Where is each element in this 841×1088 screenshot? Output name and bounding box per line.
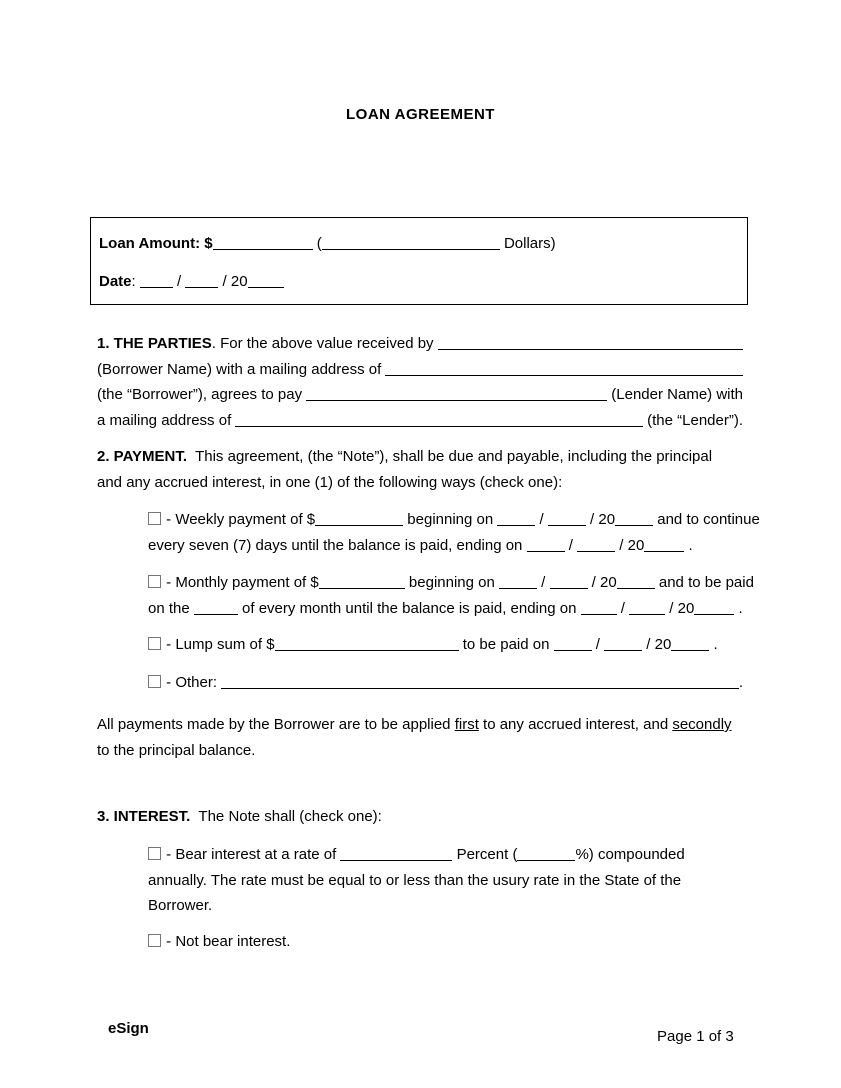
fill-in-blank[interactable] <box>221 688 739 689</box>
text-run: . <box>738 674 743 691</box>
payments-applied-paragraph <box>97 712 743 763</box>
text-run: a mailing address of <box>97 411 236 429</box>
text-line <box>108 1016 149 1042</box>
fill-in-blank[interactable] <box>497 525 535 526</box>
checkbox[interactable] <box>148 575 161 588</box>
text-run: secondly <box>672 716 732 733</box>
text-run: - Other: <box>162 674 222 691</box>
text-line <box>99 269 739 295</box>
text-run: / 20 <box>642 636 672 653</box>
loan-amount-box <box>90 217 748 305</box>
text-run: eSign <box>108 1020 149 1037</box>
text-run: (Borrower Name) with a mailing address of <box>97 360 386 378</box>
fill-in-blank[interactable] <box>550 588 588 589</box>
payment-option-weekly <box>148 507 760 558</box>
text-line <box>148 868 743 894</box>
text-run: first <box>454 716 479 733</box>
interest-option-not-bear <box>148 929 743 955</box>
fill-in-blank[interactable] <box>322 249 500 250</box>
text-run: beginning on <box>403 511 498 528</box>
text-run: / 20 <box>665 599 695 617</box>
fill-in-blank[interactable] <box>517 860 575 861</box>
document-title <box>0 97 841 133</box>
text-run: All payments made by the Borrower are to be applied <box>97 716 455 733</box>
text-run: LOAN AGREEMENT <box>346 106 495 123</box>
fill-in-blank[interactable] <box>577 551 615 552</box>
text-run: This agreement, (the “Note”), shall be due and payable, including the principal <box>187 448 713 465</box>
payment-option-monthly <box>148 570 754 621</box>
text-run: beginning on <box>404 574 499 591</box>
text-line <box>97 331 743 357</box>
text-run: - Monthly payment of $ <box>162 574 319 591</box>
text-line <box>148 842 743 868</box>
section-3-interest <box>97 804 743 830</box>
checkbox[interactable] <box>148 675 161 688</box>
text-run: Borrower. <box>148 897 213 914</box>
fill-in-blank[interactable] <box>438 349 743 350</box>
fill-in-blank[interactable] <box>306 400 607 401</box>
text-line <box>97 408 743 434</box>
fill-in-blank[interactable] <box>604 650 642 651</box>
text-line <box>148 893 743 919</box>
fill-in-blank[interactable] <box>213 249 313 250</box>
text-run: . <box>709 636 718 653</box>
section-1-the-parties <box>97 331 743 433</box>
text-run: to the principal balance. <box>97 741 256 759</box>
text-run: and any accrued interest, in one (1) of the following ways (check one): <box>97 473 563 491</box>
fill-in-blank[interactable] <box>671 650 709 651</box>
fill-in-blank[interactable] <box>319 588 405 589</box>
checkbox[interactable] <box>148 512 161 525</box>
checkbox[interactable] <box>148 934 161 947</box>
text-line <box>657 1024 734 1050</box>
text-run: . For the above value received by <box>211 335 438 352</box>
text-run: Loan Amount: $ <box>99 235 213 252</box>
text-run: annually. The rate must be equal to or less than the usury rate in the State of the <box>148 871 682 889</box>
text-line <box>97 444 743 470</box>
text-run: / <box>535 511 548 528</box>
text-run: of every month until the balance is paid, ending on <box>237 599 581 617</box>
text-line <box>97 804 743 830</box>
text-run: (the “Lender”). <box>642 411 743 429</box>
text-run: to be paid on <box>458 636 554 653</box>
footer-page-number <box>657 1024 734 1050</box>
text-line <box>97 357 743 383</box>
fill-in-blank[interactable] <box>617 588 655 589</box>
fill-in-blank[interactable] <box>340 860 452 861</box>
fill-in-blank[interactable] <box>385 375 743 376</box>
text-run: / <box>537 574 550 591</box>
fill-in-blank[interactable] <box>694 614 734 615</box>
text-run: on the <box>148 599 194 617</box>
payment-option-lump-sum <box>148 632 743 658</box>
fill-in-blank[interactable] <box>194 614 238 615</box>
text-line <box>0 97 841 133</box>
text-line <box>148 570 754 596</box>
fill-in-blank[interactable] <box>248 287 284 288</box>
text-run: Dollars) <box>499 235 556 252</box>
text-line <box>148 533 743 559</box>
text-run: / 20 <box>587 574 617 591</box>
fill-in-blank[interactable] <box>499 588 537 589</box>
fill-in-blank[interactable] <box>140 287 173 288</box>
fill-in-blank[interactable] <box>581 614 617 615</box>
fill-in-blank[interactable] <box>615 525 653 526</box>
text-line <box>97 738 743 764</box>
text-run: - Weekly payment of $ <box>162 511 316 528</box>
interest-option-bear <box>148 842 743 919</box>
payment-option-other <box>148 670 743 696</box>
fill-in-blank[interactable] <box>527 551 565 552</box>
text-run: 3. INTEREST. <box>97 808 191 825</box>
text-line <box>148 596 743 622</box>
text-run: / <box>591 636 605 653</box>
text-run: (the “Borrower”), agrees to pay <box>97 386 307 403</box>
text-run: Date <box>99 272 132 290</box>
text-run: / <box>616 599 630 617</box>
text-run: The Note shall (check one): <box>190 808 382 825</box>
fill-in-blank[interactable] <box>275 650 459 651</box>
text-run: 1. THE PARTIES <box>97 335 212 352</box>
fill-in-blank[interactable] <box>235 426 643 427</box>
checkbox[interactable] <box>148 847 161 860</box>
fill-in-blank[interactable] <box>629 614 665 615</box>
text-line <box>148 632 743 658</box>
text-run: Page 1 of 3 <box>657 1028 734 1045</box>
text-run: Percent ( <box>452 846 518 863</box>
text-run: ( <box>312 235 322 252</box>
text-run: and to be paid <box>654 574 754 591</box>
fill-in-blank[interactable] <box>548 525 586 526</box>
text-line <box>148 929 743 955</box>
text-line <box>97 470 743 496</box>
checkbox[interactable] <box>148 637 161 650</box>
text-run: / 20 <box>585 511 616 528</box>
text-run: / 20 <box>615 536 645 554</box>
text-run: / <box>564 536 578 554</box>
fill-in-blank[interactable] <box>185 287 218 288</box>
section-2-payment <box>97 444 743 495</box>
text-run: to any accrued interest, and <box>478 716 673 733</box>
text-line <box>148 670 743 696</box>
text-run: - Lump sum of $ <box>162 636 275 653</box>
text-run: / 20 <box>218 272 248 290</box>
fill-in-blank[interactable] <box>315 525 403 526</box>
text-run: - Bear interest at a rate of <box>162 846 341 863</box>
text-run: / <box>172 272 186 290</box>
fill-in-blank[interactable] <box>644 551 684 552</box>
text-run: : <box>131 272 140 290</box>
text-run: every seven (7) days until the balance is paid, ending on <box>148 536 527 554</box>
text-run: . <box>684 536 693 554</box>
footer-brand <box>108 1016 149 1042</box>
text-run: - Not bear interest. <box>162 933 291 950</box>
text-line <box>97 382 743 408</box>
text-line <box>148 507 760 533</box>
text-run: %) compounded <box>575 846 685 863</box>
fill-in-blank[interactable] <box>554 650 592 651</box>
text-run: (Lender Name) with <box>607 386 743 403</box>
text-line <box>97 712 743 738</box>
text-run: and to continue <box>653 511 760 528</box>
text-line <box>99 231 739 257</box>
text-run: 2. PAYMENT. <box>97 448 188 465</box>
text-run: . <box>734 599 743 617</box>
